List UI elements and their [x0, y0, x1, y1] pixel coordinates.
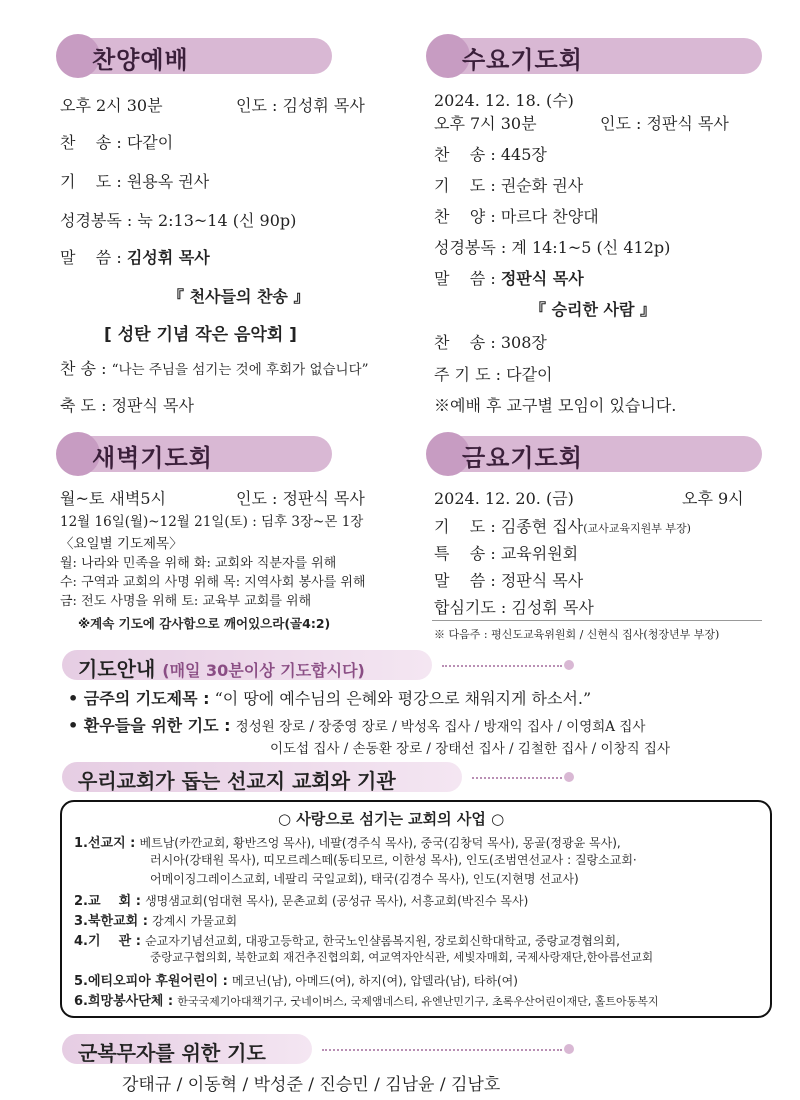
wednesday-scripture: 성경봉독 : 계 14:1~5 (신 412p) [434, 238, 671, 257]
dawn-topics-heading: 〈요일별 기도제목〉 [60, 536, 183, 552]
wednesday-time: 오후 7시 30분 [434, 114, 537, 133]
friday-title: 금요기도회 [462, 444, 583, 472]
mission-item: 1.선교지 : 베트남(카깐교회, 황반즈엉 목사), 네팔(경주식 목사), 중국(김창덕 목사), 몽골(정광윤 목사), [74, 836, 621, 851]
friday-special: 특 송 : 교육위원회 [434, 544, 579, 563]
wednesday-hymn: 찬 송 : 445장 [434, 145, 547, 164]
prayer-sick-line2: 이도섭 집사 / 손동환 장로 / 장태선 집사 / 김철한 집사 / 이창직 집사 [270, 741, 671, 757]
mission-item: 3.북한교회 : 강계시 가물교회 [74, 914, 238, 929]
prayer-guide-enddot [564, 660, 574, 670]
friday-prayer: 기 도 : 김종현 집사(교사교육지원부 부장) [434, 517, 691, 536]
sunday-scripture: 성경봉독 : 눅 2:13~14 (신 90p) [60, 211, 297, 230]
wednesday-date: 2024. 12. 18. (수) [434, 91, 574, 110]
sunday-sermon: 말 씀 : 김성휘 목사 [60, 248, 210, 267]
wednesday-hymn2: 찬 송 : 308장 [434, 333, 547, 352]
sunday-event: [ 성탄 기념 작은 음악회 ] [104, 325, 297, 345]
sunday-hymn: 찬 송 : 다같이 [60, 133, 174, 152]
missions-enddot [564, 772, 574, 782]
dawn-period: 12월 16일(월)~12월 21일(토) : 딤후 3장~몬 1장 [60, 514, 364, 530]
wednesday-prayer: 기 도 : 권순화 권사 [434, 176, 584, 195]
wednesday-title: 수요기도회 [462, 46, 583, 74]
sunday-leader: 인도 : 김성휘 목사 [236, 96, 365, 115]
dawn-topic: 금: 전도 사명을 위해 토: 교육부 교회를 위해 [60, 594, 312, 609]
sunday-title: 찬양예배 [92, 46, 189, 74]
mission-item-cont: 러시아(강태원 목사), 띠모르레스떼(동티모르, 이한성 목사), 인도(조범연선교사 : 질랑소교회· [150, 853, 637, 867]
dawn-topic: 수: 구역과 교회의 사명 위해 목: 지역사회 봉사를 위해 [60, 575, 366, 590]
prayer-sick: • 환우들을 위한 기도 : 정성원 장로 / 장중영 장로 / 박성옥 집사 / 방재익 집사 / 이영희A 집사 [68, 716, 646, 735]
dawn-topic: 월: 나라와 민족을 위해 화: 교회와 직분자를 위해 [60, 556, 337, 571]
wednesday-praise: 찬 양 : 마르다 찬양대 [434, 207, 599, 226]
friday-next: ※ 다음주 : 평신도교육위원회 / 신현식 집사(청장년부 부장) [434, 628, 720, 641]
sunday-closing-hymn: 찬 송 : “나는 주님을 섬기는 것에 후회가 없습니다” [60, 359, 369, 378]
sunday-prayer: 기 도 : 원용옥 권사 [60, 172, 210, 191]
friday-time: 오후 9시 [682, 489, 744, 508]
missions-dots [472, 777, 562, 779]
mission-item-cont: 중랑교구협의회, 북한교회 재건추진협의회, 여교역자안식관, 세빛자매회, 국제사랑재단,한아름선교회 [150, 950, 654, 964]
wednesday-notice: ※예배 후 교구별 모임이 있습니다. [434, 396, 677, 415]
dawn-title: 새벽기도회 [92, 444, 213, 472]
soldiers-names: 강태규 / 이동혁 / 박성준 / 진승민 / 김남윤 / 김남호 [122, 1075, 501, 1095]
wednesday-lords-prayer: 주 기 도 : 다같이 [434, 365, 553, 384]
prayer-guide-dots [442, 665, 562, 667]
mission-item: 2.교 회 : 생명샘교회(엄대현 목사), 문촌교회 (공성규 목사), 서흥교회(박진수 목사) [74, 894, 529, 909]
soldiers-title: 군복무자를 위한 기도 [78, 1041, 266, 1065]
missions-box-title: ○ 사랑으로 섬기는 교회의 사업 ○ [278, 810, 505, 828]
mission-item-cont: 어메이징그레이스교회, 네팔리 국일교회), 태국(김경수 목사), 인도(지현명 선교사) [150, 872, 579, 886]
wednesday-sermon: 말 씀 : 정판식 목사 [434, 269, 584, 288]
missions-title: 우리교회가 돕는 선교지 교회와 기관 [78, 769, 396, 793]
dawn-verse: ※계속 기도에 감사함으로 깨어있으라(골4:2) [78, 616, 331, 631]
friday-unison: 합심기도 : 김성휘 목사 [434, 598, 594, 617]
prayer-guide-title: 기도안내 (매일 30분이상 기도합시다) [78, 657, 365, 681]
sunday-time: 오후 2시 30분 [60, 96, 163, 115]
dawn-time: 월~토 새벽5시 [60, 489, 166, 508]
sunday-benediction: 축 도 : 정판식 목사 [60, 396, 194, 415]
dawn-leader: 인도 : 정판식 목사 [236, 489, 365, 508]
friday-divider [432, 620, 762, 621]
prayer-week: • 금주의 기도제목 : “이 땅에 예수님의 은혜와 평강으로 채워지게 하소서.” [68, 689, 592, 708]
sunday-sermon-title: 『 천사들의 찬송 』 [168, 287, 310, 306]
wednesday-sermon-title: 『 승리한 사람 』 [530, 300, 656, 319]
soldiers-enddot [564, 1044, 574, 1054]
mission-item: 4.기 관 : 순교자기념선교회, 대광고등학교, 한국노인샬롬복지원, 장로회신학대학교, 중랑교경협의회, [74, 934, 620, 949]
friday-date: 2024. 12. 20. (금) [434, 489, 574, 508]
friday-sermon: 말 씀 : 정판식 목사 [434, 571, 584, 590]
mission-item: 6.희망봉사단체 : 한국국제기아대책기구, 굿네이버스, 국제앰네스티, 유엔난민기구, 초록우산어린이재단, 홀트아동복지 [74, 994, 659, 1009]
soldiers-dots [322, 1049, 562, 1051]
wednesday-leader: 인도 : 정판식 목사 [600, 114, 729, 133]
mission-item: 5.에티오피아 후원어린이 : 메코닌(남), 아메드(여), 하지(여), 압델라(남), 타하(여) [74, 974, 518, 989]
